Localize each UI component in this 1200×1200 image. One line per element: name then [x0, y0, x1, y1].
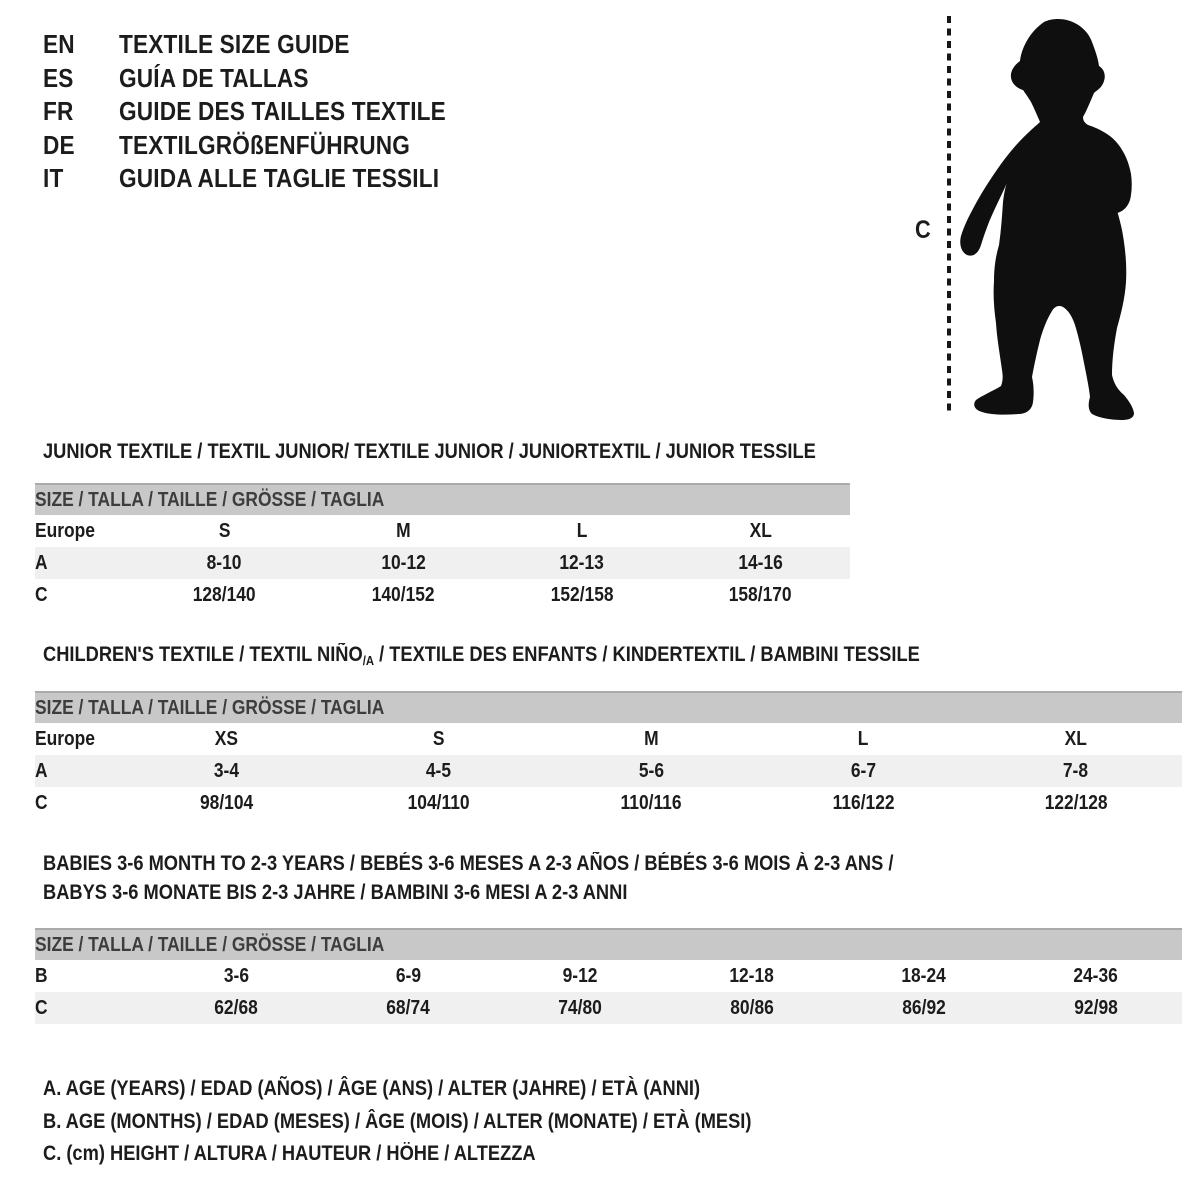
height-cell-text: 128/140: [192, 583, 256, 606]
language-row-de: [43, 129, 495, 163]
height-cell: [120, 787, 332, 819]
children-size-header-row: [35, 692, 1182, 723]
size-cell-text: XS: [214, 727, 238, 750]
legend-line-text: A. AGE (YEARS) / EDAD (AÑOS) / ÂGE (ANS) / ALTER (JAHRE) / ETÀ (ANNI): [43, 1077, 701, 1100]
age-cell-text: 6-7: [850, 759, 876, 782]
age-cell: [314, 547, 493, 579]
children-heading-sub: /A: [362, 653, 375, 668]
junior-age-row: [35, 547, 850, 579]
babies-height-row: [35, 992, 1182, 1024]
junior-section-heading: [43, 438, 931, 465]
legend-line-height-cm: [43, 1138, 857, 1171]
row-label: [35, 723, 120, 755]
row-label: [35, 787, 120, 819]
height-cell-text: 152/158: [550, 583, 614, 606]
row-label-text: B: [35, 964, 48, 987]
size-cell: [332, 723, 544, 755]
children-size-table: [35, 691, 1182, 819]
height-cell: [494, 992, 666, 1024]
age-cell-text: 10-12: [380, 551, 426, 574]
size-cell-text: M: [395, 519, 411, 542]
height-cell: [322, 992, 494, 1024]
height-cell-text: 104/110: [407, 791, 470, 814]
size-cell-text: M: [643, 727, 659, 750]
language-row-it: [43, 162, 495, 196]
size-cell: [120, 723, 332, 755]
babies-size-header-text: SIZE / TALLA / TAILLE / GRÖSSE / TAGLIA: [35, 933, 385, 956]
size-cell: [970, 723, 1182, 755]
height-cell-text: 110/116: [620, 791, 682, 814]
height-cell: [838, 992, 1010, 1024]
height-cell-text: 98/104: [199, 791, 253, 814]
legend-line-age-months: [43, 1106, 857, 1139]
language-code: EN: [43, 29, 75, 59]
language-title: GUIDA ALLE TAGLIE TESSILI: [119, 163, 440, 193]
height-cell: [757, 787, 969, 819]
age-cell: [120, 755, 332, 787]
height-cell-text: 68/74: [386, 996, 430, 1019]
language-code: IT: [43, 163, 64, 193]
junior-height-row: [35, 579, 850, 611]
age-cell-text: 7-8: [1063, 759, 1089, 782]
junior-size-header: [35, 484, 850, 515]
age-cell-text: 8-10: [206, 551, 242, 574]
legend-line-age-years: [43, 1073, 857, 1106]
size-cell-text: XL: [1064, 727, 1087, 750]
age-cell: [135, 547, 314, 579]
height-cell: [150, 992, 322, 1024]
babies-section-heading: [43, 849, 1021, 907]
babies-months-row: [35, 960, 1182, 992]
legend: [43, 1073, 857, 1171]
months-cell-text: 18-24: [901, 964, 947, 987]
row-label-text: Europe: [35, 519, 95, 542]
age-cell: [671, 547, 850, 579]
children-age-row: [35, 755, 1182, 787]
months-cell: [150, 960, 322, 992]
size-cell: [135, 515, 314, 547]
language-title: GUÍA DE TALLAS: [119, 62, 309, 93]
row-label-text: C: [35, 996, 48, 1019]
row-label-text: A: [35, 759, 48, 782]
size-cell: [314, 515, 493, 547]
size-cell: [493, 515, 672, 547]
language-code: ES: [43, 62, 74, 93]
months-cell-text: 12-18: [729, 964, 775, 987]
junior-europe-row: [35, 515, 850, 547]
language-row-fr: [43, 95, 495, 129]
height-cell-text: 74/80: [558, 996, 602, 1019]
height-cell-text: 80/86: [730, 996, 774, 1019]
months-cell-text: 24-36: [1073, 964, 1119, 987]
language-list: [43, 28, 495, 196]
babies-heading-line1: BABIES 3-6 MONTH TO 2-3 YEARS / BEBÉS 3-6 MESES A 2-3 AÑOS / BÉBÉS 3-6 MOIS À 2-3 ANS /: [43, 852, 894, 875]
babies-heading-line2: BABYS 3-6 MONATE BIS 2-3 JAHRE / BAMBINI 3-6 MESI A 2-3 ANNI: [43, 881, 628, 904]
junior-heading-text: JUNIOR TEXTILE / TEXTIL JUNIOR/ TEXTILE JUNIOR / JUNIORTEXTIL / JUNIOR TESSILE: [43, 440, 816, 463]
row-label-text: C: [35, 583, 48, 606]
age-cell-text: 3-4: [213, 759, 239, 782]
months-cell: [1010, 960, 1182, 992]
height-cell-text: 140/152: [371, 583, 435, 606]
height-cell: [135, 579, 314, 611]
language-title: TEXTILGRÖßENFÜHRUNG: [119, 129, 411, 160]
children-europe-row: [35, 723, 1182, 755]
height-cell-text: 122/128: [1044, 791, 1108, 814]
row-label: [35, 960, 150, 992]
language-title: GUIDE DES TAILLES TEXTILE: [119, 96, 446, 126]
months-cell-text: 9-12: [562, 964, 598, 987]
age-cell-text: 12-13: [559, 551, 605, 574]
age-cell: [757, 755, 969, 787]
row-label-text: A: [35, 551, 48, 574]
children-size-header: [35, 692, 1182, 723]
row-label: [35, 579, 135, 611]
age-cell-text: 4-5: [426, 759, 452, 782]
months-cell: [322, 960, 494, 992]
height-cell-text: 62/68: [214, 996, 258, 1019]
row-label: [35, 547, 135, 579]
age-cell: [493, 547, 672, 579]
height-cell: [970, 787, 1182, 819]
size-cell: [757, 723, 969, 755]
months-cell: [666, 960, 838, 992]
language-title: TEXTILE SIZE GUIDE: [119, 29, 350, 59]
height-cell-text: 116/122: [832, 791, 895, 814]
row-label: [35, 992, 150, 1024]
row-label: [35, 515, 135, 547]
size-cell-text: L: [576, 519, 588, 542]
size-cell-text: XL: [749, 519, 772, 542]
language-code: DE: [43, 129, 75, 160]
height-cell-text: 86/92: [902, 996, 946, 1019]
junior-size-header-row: [35, 484, 850, 515]
size-cell: [545, 723, 757, 755]
junior-size-table: [35, 483, 850, 611]
children-heading-text: CHILDREN'S TEXTILE / TEXTIL NIÑO/A / TEXTILE DES ENFANTS / KINDERTEXTIL / BAMBINI TESSILE: [43, 643, 920, 668]
months-cell-text: 6-9: [395, 964, 421, 987]
height-cell: [314, 579, 493, 611]
babies-size-table: [35, 928, 1182, 1024]
size-cell: [671, 515, 850, 547]
size-cell-text: S: [432, 727, 445, 750]
age-cell: [970, 755, 1182, 787]
children-height-row: [35, 787, 1182, 819]
children-section-heading: [43, 641, 1051, 674]
size-cell-text: S: [218, 519, 231, 542]
size-cell-text: L: [858, 727, 869, 750]
height-measure-label: C: [915, 216, 931, 244]
row-label: [35, 755, 120, 787]
height-cell: [671, 579, 850, 611]
legend-line-text: C. (cm) HEIGHT / ALTURA / HAUTEUR / HÖHE / ALTEZZA: [43, 1142, 536, 1165]
months-cell-text: 3-6: [223, 964, 249, 987]
babies-size-header-row: [35, 929, 1182, 960]
height-cell: [545, 787, 757, 819]
babies-size-header: [35, 929, 1182, 960]
children-size-header-text: SIZE / TALLA / TAILLE / GRÖSSE / TAGLIA: [35, 696, 385, 719]
row-label-text: Europe: [35, 727, 95, 750]
language-row-en: [43, 28, 495, 62]
months-cell: [838, 960, 1010, 992]
height-cell: [666, 992, 838, 1024]
height-cell: [1010, 992, 1182, 1024]
age-cell-text: 5-6: [638, 759, 664, 782]
baby-silhouette-icon: [940, 14, 1190, 424]
height-cell-text: 92/98: [1074, 996, 1118, 1019]
months-cell: [494, 960, 666, 992]
height-cell: [332, 787, 544, 819]
age-cell: [332, 755, 544, 787]
language-code: FR: [43, 96, 74, 126]
height-cell-text: 158/170: [729, 583, 793, 606]
age-cell-text: 14-16: [738, 551, 783, 574]
junior-size-header-text: SIZE / TALLA / TAILLE / GRÖSSE / TAGLIA: [35, 488, 385, 511]
height-cell: [493, 579, 672, 611]
age-cell: [545, 755, 757, 787]
row-label-text: C: [35, 791, 48, 814]
language-row-es: [43, 62, 495, 96]
legend-line-text: B. AGE (MONTHS) / EDAD (MESES) / ÂGE (MOIS) / ALTER (MONATE) / ETÀ (MESI): [43, 1109, 752, 1133]
